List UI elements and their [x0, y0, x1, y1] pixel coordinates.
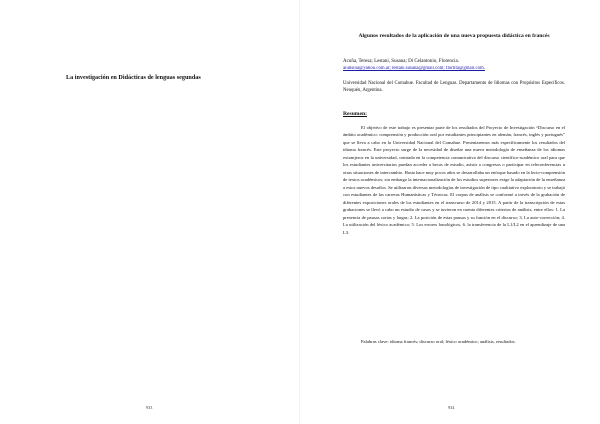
paper-title: Algunos resultados de la aplicación de una nueva propuesta didáctica en francés: [358, 33, 550, 39]
resumen-heading: Resumen:: [343, 111, 367, 117]
left-page-number: 933: [146, 405, 153, 410]
abstract-paragraph: El objetivo de este trabajo es presentar parte de los resultados del Proyecto de Investigación “Discurso en el ámbito académico: comprensión y producción oral por estudiantes principiantes en alemán, francés, inglés y portugués” que se lleva a cabo en la Universidad Nacional del Comahue. Presentaremos más específicamente los resultados del idioma francés. Este proyecto surge de la necesidad de diseñar una nueva metodología de enseñanza de los idiomas extranjeros en la universidad, centrada en la competencia comunicativa del discurso científico-académico oral para que los estudiantes universitarios puedan acceder a becas de estudio, asistir a congresos o participar en teleconferencias u otras situaciones de intercambio. Hasta hace muy pocos años se desarrollaba un enfoque basado en la lecto-comprensión de textos académicos; sin embargo la internacionalización de los estudios superiores exige la adaptación de la enseñanza a estos nuevos desafíos. Se utilizaron diversas metodologías de investigación de tipo cualitativo exploratorio y se trabajó con estudiantes de las carreras Humanísticas y Técnicas. El corpus de análisis se conformó a través de la grabación de diferentes exposiciones orales de los estudiantes en el transcurso de 2014 y 2015. A partir de la transcripción de estas grabaciones se llevó a cabo un estudio de casos y se tuvieron en cuenta diferentes criterios de análisis, entre ellos: 1. La presencia de pausas cortas y largas; 2. La posición de estas pausas y su función en el discurso; 3. La auto-corrección; 4. La utilización del léxico académico; 5. Los errores fonológicos, 6. la transferencia de la L1/L2 en el aprendizaje de una L3.: [343, 125, 565, 235]
right-page-number: 934: [448, 405, 455, 410]
right-page: [300, 0, 600, 424]
section-heading: La investigación en Didácticas de lenguas segundas: [66, 74, 201, 81]
author-emails-link[interactable]: aiuhsina@yahoo.com.ar; lestani.susana@gmail.com; flortita@gmail.com.: [343, 66, 485, 71]
author-affiliation: Universidad Nacional del Comahue. Facultad de Lenguas. Departamento de Idiomas con Propósitos Específicos. Neuquén, Argentina.: [343, 81, 565, 94]
keywords-paragraph: Palabras clave: idioma francés; discurso oral; léxico académico; análisis, resultados.: [361, 339, 516, 344]
authors-line: Acuña, Teresa; Lestani, Susana; Di Celantonio, Florencia.: [343, 59, 459, 64]
